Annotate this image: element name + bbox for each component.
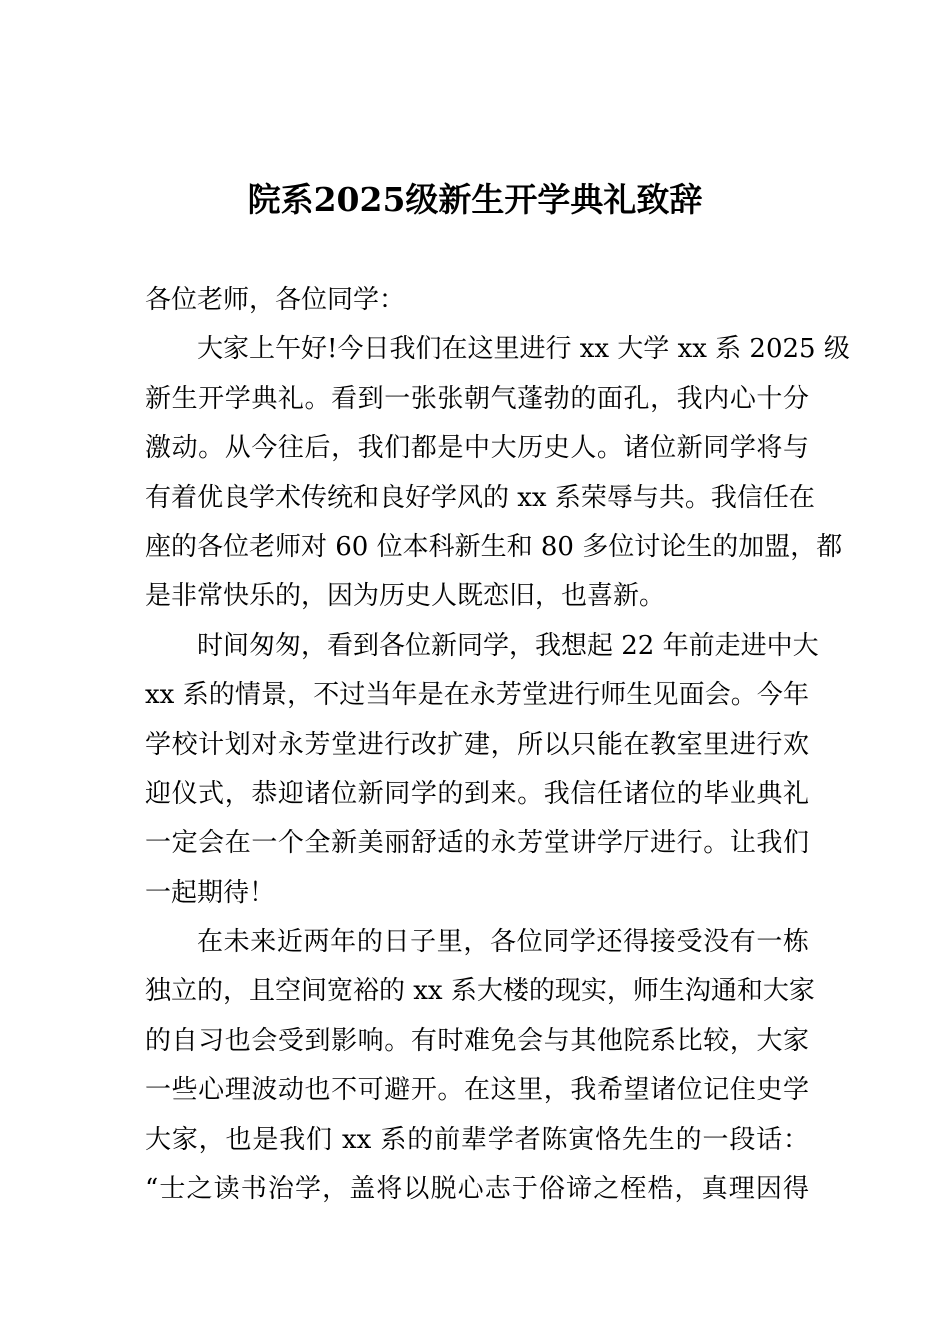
text-line: 激动。从今往后，我们都是中大历史人。诸位新同学将与	[145, 433, 809, 464]
text-line: xx 系的情景，不过当年是在永芳堂进行师生见面会。今年	[145, 680, 809, 711]
speech-body	[145, 276, 850, 1214]
text-line: 大家上午好!今日我们在这里进行 xx 大学 xx 系 2025 级	[197, 334, 850, 365]
text-line: 迎仪式，恭迎诸位新同学的到来。我信任诸位的毕业典礼	[145, 778, 809, 809]
text-line: 一定会在一个全新美丽舒适的永芳堂讲学厅进行。让我们	[145, 828, 809, 859]
text-line: 的自习也会受到影响。有时难免会与其他院系比较，大家	[145, 1025, 809, 1056]
text-line: 是非常快乐的，因为历史人既恋旧，也喜新。	[145, 581, 666, 612]
text-line: 学校计划对永芳堂进行改扩建，所以只能在教室里进行欢	[145, 729, 809, 760]
text-line: 座的各位老师对 60 位本科新生和 80 多位讨论生的加盟，都	[145, 531, 843, 562]
text-line: 各位老师，各位同学：	[145, 285, 406, 315]
page-title: 院系2025级新生开学典礼致辞	[247, 180, 703, 219]
text-line: 大家，也是我们 xx 系的前辈学者陈寅恪先生的一段话：	[145, 1124, 809, 1155]
text-line: 一些心理波动也不可避开。在这里，我希望诸位记住史学	[145, 1075, 809, 1106]
text-line: 有着优良学术传统和良好学风的 xx 系荣辱与共。我信任在	[145, 482, 815, 513]
text-line: 一起期待！	[145, 877, 276, 908]
text-line: 在未来近两年的日子里，各位同学还得接受没有一栋	[197, 927, 809, 958]
text-line: “士之读书治学，盖将以脱心志于俗谛之桎梏，真理因得	[145, 1174, 809, 1205]
text-line: 独立的，且空间宽裕的 xx 系大楼的现实，师生沟通和大家	[145, 976, 815, 1007]
text-line: 时间匆匆，看到各位新同学，我想起 22 年前走进中大	[197, 630, 819, 661]
text-line: 新生开学典礼。看到一张张朝气蓬勃的面孔，我内心十分	[145, 383, 809, 414]
